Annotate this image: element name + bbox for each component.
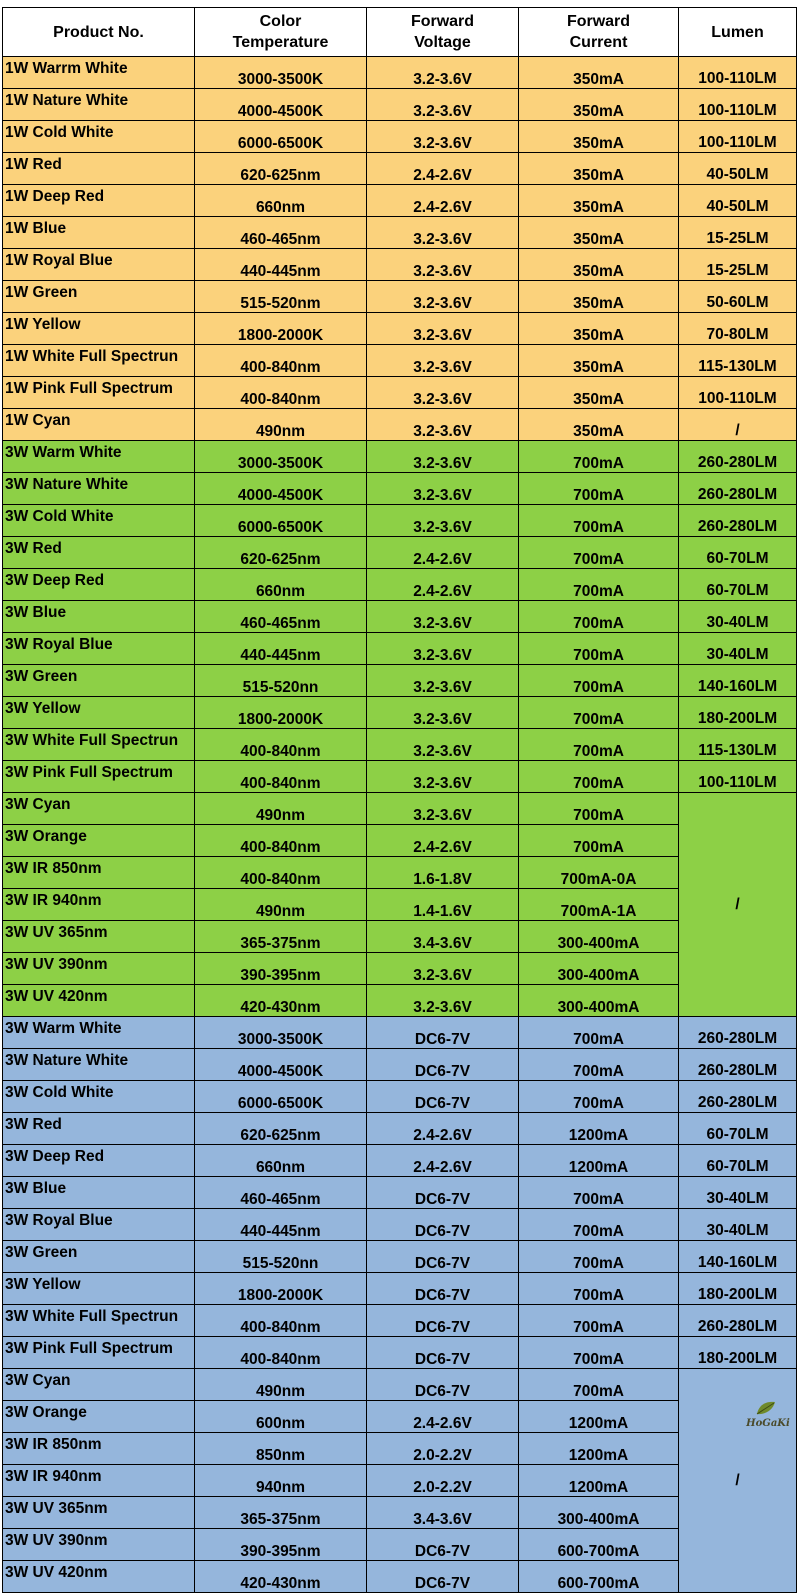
color-temperature-cell: 400-840nm bbox=[195, 761, 367, 793]
forward-voltage-cell: 2.4-2.6V bbox=[367, 1113, 519, 1145]
forward-voltage-cell: 2.4-2.6V bbox=[367, 153, 519, 185]
header-current-line1: Forward bbox=[566, 13, 631, 30]
forward-current-cell: 350mA bbox=[519, 345, 679, 377]
color-temperature-cell: 620-625nm bbox=[195, 537, 367, 569]
product-name-cell: 3W Royal Blue bbox=[3, 1209, 195, 1241]
color-temperature-cell: 620-625nm bbox=[195, 1113, 367, 1145]
forward-current-cell: 350mA bbox=[519, 89, 679, 121]
forward-voltage-cell: 2.4-2.6V bbox=[367, 1401, 519, 1433]
color-temperature-cell: 390-395nm bbox=[195, 953, 367, 985]
table-row bbox=[3, 473, 797, 505]
header-lumen bbox=[679, 8, 797, 57]
forward-voltage-cell: 2.4-2.6V bbox=[367, 825, 519, 857]
forward-voltage-cell: 2.0-2.2V bbox=[367, 1433, 519, 1465]
forward-current-cell: 700mA bbox=[519, 569, 679, 601]
header-color-temperature bbox=[195, 8, 367, 57]
lumen-merged-cell: / bbox=[679, 1369, 797, 1593]
header-voltage-line1: Forward bbox=[410, 13, 475, 30]
forward-current-cell: 1200mA bbox=[519, 1113, 679, 1145]
table-row bbox=[3, 377, 797, 409]
table-row bbox=[3, 953, 797, 985]
table-row bbox=[3, 121, 797, 153]
product-name-cell: 3W IR 940nm bbox=[3, 1465, 195, 1497]
forward-current-cell: 350mA bbox=[519, 57, 679, 89]
forward-current-cell: 1200mA bbox=[519, 1433, 679, 1465]
table-row bbox=[3, 1465, 797, 1497]
product-name-cell: 3W Red bbox=[3, 1113, 195, 1145]
forward-current-cell: 350mA bbox=[519, 281, 679, 313]
color-temperature-cell: 400-840nm bbox=[195, 1305, 367, 1337]
table-row bbox=[3, 1305, 797, 1337]
forward-current-cell: 700mA bbox=[519, 697, 679, 729]
product-name-cell: 1W Cyan bbox=[3, 409, 195, 441]
table-row bbox=[3, 793, 797, 825]
forward-current-cell: 700mA bbox=[519, 1241, 679, 1273]
lumen-cell: 180-200LM bbox=[679, 1273, 797, 1305]
color-temperature-cell: 460-465nm bbox=[195, 601, 367, 633]
forward-current-cell: 300-400mA bbox=[519, 985, 679, 1017]
header-row bbox=[3, 8, 797, 57]
color-temperature-cell: 600nm bbox=[195, 1401, 367, 1433]
color-temperature-cell: 400-840nm bbox=[195, 729, 367, 761]
forward-current-cell: 700mA bbox=[519, 505, 679, 537]
color-temperature-cell: 440-445nm bbox=[195, 249, 367, 281]
forward-current-cell: 1200mA bbox=[519, 1401, 679, 1433]
forward-current-cell: 300-400mA bbox=[519, 921, 679, 953]
header-forward-current bbox=[519, 8, 679, 57]
forward-current-cell: 700mA bbox=[519, 1177, 679, 1209]
product-name-cell: 3W Orange bbox=[3, 1401, 195, 1433]
product-name-cell: 3W Cold White bbox=[3, 1081, 195, 1113]
lumen-cell: 180-200LM bbox=[679, 1337, 797, 1369]
forward-current-cell: 600-700mA bbox=[519, 1529, 679, 1561]
forward-voltage-cell: 3.2-3.6V bbox=[367, 121, 519, 153]
forward-voltage-cell: 3.2-3.6V bbox=[367, 377, 519, 409]
product-name-cell: 1W Deep Red bbox=[3, 185, 195, 217]
table-row bbox=[3, 185, 797, 217]
color-temperature-cell: 850nm bbox=[195, 1433, 367, 1465]
table-row bbox=[3, 89, 797, 121]
product-name-cell: 3W UV 420nm bbox=[3, 1561, 195, 1593]
color-temperature-cell: 4000-4500K bbox=[195, 473, 367, 505]
forward-current-cell: 700mA bbox=[519, 537, 679, 569]
lumen-cell: 260-280LM bbox=[679, 441, 797, 473]
forward-current-cell: 350mA bbox=[519, 377, 679, 409]
color-temperature-cell: 660nm bbox=[195, 569, 367, 601]
forward-current-cell: 700mA bbox=[519, 761, 679, 793]
color-temperature-cell: 400-840nm bbox=[195, 857, 367, 889]
product-name-cell: 1W Royal Blue bbox=[3, 249, 195, 281]
product-name-cell: 3W UV 365nm bbox=[3, 1497, 195, 1529]
product-name-cell: 3W Green bbox=[3, 665, 195, 697]
lumen-merged-cell: / bbox=[679, 793, 797, 1017]
color-temperature-cell: 3000-3500K bbox=[195, 441, 367, 473]
forward-voltage-cell: DC6-7V bbox=[367, 1305, 519, 1337]
forward-voltage-cell: 1.4-1.6V bbox=[367, 889, 519, 921]
color-temperature-cell: 490nm bbox=[195, 1369, 367, 1401]
table-row bbox=[3, 633, 797, 665]
forward-current-cell: 350mA bbox=[519, 249, 679, 281]
forward-current-cell: 700mA bbox=[519, 825, 679, 857]
forward-current-cell: 700mA-0A bbox=[519, 857, 679, 889]
forward-voltage-cell: 2.4-2.6V bbox=[367, 537, 519, 569]
lumen-cell: 50-60LM bbox=[679, 281, 797, 313]
header-product-no bbox=[3, 8, 195, 57]
table-row bbox=[3, 761, 797, 793]
product-name-cell: 3W IR 850nm bbox=[3, 1433, 195, 1465]
forward-voltage-cell: 3.2-3.6V bbox=[367, 313, 519, 345]
table-row bbox=[3, 1497, 797, 1529]
header-current-line2: Current bbox=[569, 34, 628, 51]
forward-current-cell: 700mA bbox=[519, 1305, 679, 1337]
lumen-cell: 40-50LM bbox=[679, 153, 797, 185]
table-body bbox=[3, 57, 797, 1593]
forward-current-cell: 1200mA bbox=[519, 1145, 679, 1177]
forward-voltage-cell: 3.4-3.6V bbox=[367, 1497, 519, 1529]
color-temperature-cell: 3000-3500K bbox=[195, 57, 367, 89]
table-row bbox=[3, 1145, 797, 1177]
forward-current-cell: 700mA-1A bbox=[519, 889, 679, 921]
forward-voltage-cell: 3.2-3.6V bbox=[367, 441, 519, 473]
table-row bbox=[3, 505, 797, 537]
product-name-cell: 3W Cyan bbox=[3, 793, 195, 825]
lumen-cell: 260-280LM bbox=[679, 473, 797, 505]
table-row bbox=[3, 1273, 797, 1305]
table-row bbox=[3, 697, 797, 729]
forward-voltage-cell: DC6-7V bbox=[367, 1529, 519, 1561]
color-temperature-cell: 940nm bbox=[195, 1465, 367, 1497]
forward-voltage-cell: 3.2-3.6V bbox=[367, 985, 519, 1017]
lumen-cell: 115-130LM bbox=[679, 345, 797, 377]
logo-text: HoGaKi bbox=[746, 1418, 790, 1429]
lumen-cell: 15-25LM bbox=[679, 249, 797, 281]
table-row bbox=[3, 665, 797, 697]
forward-voltage-cell: 2.0-2.2V bbox=[367, 1465, 519, 1497]
forward-current-cell: 700mA bbox=[519, 1337, 679, 1369]
table-row bbox=[3, 1049, 797, 1081]
forward-current-cell: 700mA bbox=[519, 665, 679, 697]
forward-voltage-cell: 3.2-3.6V bbox=[367, 761, 519, 793]
forward-voltage-cell: 3.2-3.6V bbox=[367, 89, 519, 121]
forward-current-cell: 700mA bbox=[519, 1209, 679, 1241]
forward-current-cell: 350mA bbox=[519, 121, 679, 153]
color-temperature-cell: 515-520nm bbox=[195, 281, 367, 313]
color-temperature-cell: 6000-6500K bbox=[195, 121, 367, 153]
color-temperature-cell: 390-395nm bbox=[195, 1529, 367, 1561]
product-name-cell: 3W Blue bbox=[3, 601, 195, 633]
table-row bbox=[3, 217, 797, 249]
color-temperature-cell: 440-445nm bbox=[195, 633, 367, 665]
product-name-cell: 3W Pink Full Spectrum bbox=[3, 761, 195, 793]
color-temperature-cell: 490nm bbox=[195, 889, 367, 921]
product-name-cell: 1W Blue bbox=[3, 217, 195, 249]
product-name-cell: 3W Warm White bbox=[3, 441, 195, 473]
forward-voltage-cell: DC6-7V bbox=[367, 1369, 519, 1401]
lumen-cell: 260-280LM bbox=[679, 1305, 797, 1337]
product-name-cell: 3W Cold White bbox=[3, 505, 195, 537]
forward-voltage-cell: 3.2-3.6V bbox=[367, 217, 519, 249]
product-name-cell: 3W White Full Spectrun bbox=[3, 729, 195, 761]
lumen-cell: 260-280LM bbox=[679, 1049, 797, 1081]
table-row bbox=[3, 1529, 797, 1561]
product-name-cell: 3W Pink Full Spectrum bbox=[3, 1337, 195, 1369]
forward-voltage-cell: DC6-7V bbox=[367, 1177, 519, 1209]
forward-current-cell: 300-400mA bbox=[519, 1497, 679, 1529]
color-temperature-cell: 420-430nm bbox=[195, 1561, 367, 1593]
lumen-cell: / bbox=[679, 409, 797, 441]
forward-current-cell: 700mA bbox=[519, 729, 679, 761]
product-name-cell: 3W UV 365nm bbox=[3, 921, 195, 953]
table-row bbox=[3, 1561, 797, 1593]
product-name-cell: 1W Yellow bbox=[3, 313, 195, 345]
product-name-cell: 3W Nature White bbox=[3, 473, 195, 505]
lumen-cell: 60-70LM bbox=[679, 1113, 797, 1145]
color-temperature-cell: 6000-6500K bbox=[195, 1081, 367, 1113]
color-temperature-cell: 440-445nm bbox=[195, 1209, 367, 1241]
product-name-cell: 3W Royal Blue bbox=[3, 633, 195, 665]
forward-voltage-cell: 3.2-3.6V bbox=[367, 601, 519, 633]
forward-voltage-cell: 1.6-1.8V bbox=[367, 857, 519, 889]
table-row bbox=[3, 1369, 797, 1401]
product-name-cell: 1W White Full Spectrun bbox=[3, 345, 195, 377]
product-name-cell: 3W Orange bbox=[3, 825, 195, 857]
table-row bbox=[3, 825, 797, 857]
forward-voltage-cell: 3.2-3.6V bbox=[367, 281, 519, 313]
forward-voltage-cell: 3.2-3.6V bbox=[367, 953, 519, 985]
table-row bbox=[3, 889, 797, 921]
table-row bbox=[3, 537, 797, 569]
table-row bbox=[3, 441, 797, 473]
forward-current-cell: 600-700mA bbox=[519, 1561, 679, 1593]
forward-voltage-cell: 2.4-2.6V bbox=[367, 569, 519, 601]
product-name-cell: 1W Warrm White bbox=[3, 57, 195, 89]
forward-current-cell: 700mA bbox=[519, 633, 679, 665]
color-temperature-cell: 460-465nm bbox=[195, 217, 367, 249]
lumen-cell: 260-280LM bbox=[679, 1081, 797, 1113]
header-lumen-label: Lumen bbox=[711, 23, 764, 41]
lumen-cell: 260-280LM bbox=[679, 1017, 797, 1049]
product-name-cell: 3W Nature White bbox=[3, 1049, 195, 1081]
product-name-cell: 1W Nature White bbox=[3, 89, 195, 121]
forward-voltage-cell: 3.2-3.6V bbox=[367, 697, 519, 729]
product-name-cell: 3W UV 390nm bbox=[3, 953, 195, 985]
forward-current-cell: 350mA bbox=[519, 409, 679, 441]
header-product-label: Product No. bbox=[53, 23, 144, 41]
lumen-cell: 100-110LM bbox=[679, 377, 797, 409]
color-temperature-cell: 365-375nm bbox=[195, 1497, 367, 1529]
lumen-cell: 30-40LM bbox=[679, 1177, 797, 1209]
forward-voltage-cell: 2.4-2.6V bbox=[367, 1145, 519, 1177]
header-forward-voltage bbox=[367, 8, 519, 57]
forward-current-cell: 300-400mA bbox=[519, 953, 679, 985]
forward-voltage-cell: 3.2-3.6V bbox=[367, 729, 519, 761]
color-temperature-cell: 490nm bbox=[195, 793, 367, 825]
forward-voltage-cell: 3.2-3.6V bbox=[367, 793, 519, 825]
table-row bbox=[3, 569, 797, 601]
lumen-cell: 100-110LM bbox=[679, 89, 797, 121]
product-name-cell: 3W Yellow bbox=[3, 697, 195, 729]
lumen-cell: 30-40LM bbox=[679, 633, 797, 665]
product-name-cell: 3W IR 940nm bbox=[3, 889, 195, 921]
color-temperature-cell: 515-520nn bbox=[195, 665, 367, 697]
header-voltage-line2: Voltage bbox=[414, 34, 471, 51]
lumen-cell: 180-200LM bbox=[679, 697, 797, 729]
product-name-cell: 3W IR 850nm bbox=[3, 857, 195, 889]
brand-logo bbox=[740, 1398, 796, 1434]
table-row bbox=[3, 1241, 797, 1273]
product-name-cell: 1W Red bbox=[3, 153, 195, 185]
color-temperature-cell: 1800-2000K bbox=[195, 697, 367, 729]
table-row bbox=[3, 1337, 797, 1369]
color-temperature-cell: 660nm bbox=[195, 1145, 367, 1177]
forward-current-cell: 700mA bbox=[519, 473, 679, 505]
lumen-cell: 115-130LM bbox=[679, 729, 797, 761]
product-name-cell: 3W Warm White bbox=[3, 1017, 195, 1049]
table-row bbox=[3, 1017, 797, 1049]
forward-voltage-cell: DC6-7V bbox=[367, 1561, 519, 1593]
leaf-logo-icon bbox=[753, 1398, 783, 1418]
lumen-cell: 15-25LM bbox=[679, 217, 797, 249]
product-name-cell: 3W Blue bbox=[3, 1177, 195, 1209]
product-name-cell: 3W White Full Spectrun bbox=[3, 1305, 195, 1337]
table-row bbox=[3, 1177, 797, 1209]
table-row bbox=[3, 249, 797, 281]
table-row bbox=[3, 1209, 797, 1241]
forward-current-cell: 700mA bbox=[519, 793, 679, 825]
forward-voltage-cell: 3.2-3.6V bbox=[367, 473, 519, 505]
color-temperature-cell: 1800-2000K bbox=[195, 1273, 367, 1305]
led-spec-table bbox=[2, 7, 797, 1593]
product-name-cell: 3W Cyan bbox=[3, 1369, 195, 1401]
header-color-line2: Temperature bbox=[232, 34, 329, 51]
color-temperature-cell: 420-430nm bbox=[195, 985, 367, 1017]
forward-current-cell: 700mA bbox=[519, 1273, 679, 1305]
forward-current-cell: 1200mA bbox=[519, 1465, 679, 1497]
table-row bbox=[3, 1401, 797, 1433]
product-name-cell: 1W Cold White bbox=[3, 121, 195, 153]
color-temperature-cell: 365-375nm bbox=[195, 921, 367, 953]
color-temperature-cell: 1800-2000K bbox=[195, 313, 367, 345]
product-name-cell: 1W Pink Full Spectrum bbox=[3, 377, 195, 409]
forward-voltage-cell: 3.4-3.6V bbox=[367, 921, 519, 953]
color-temperature-cell: 3000-3500K bbox=[195, 1017, 367, 1049]
color-temperature-cell: 460-465nm bbox=[195, 1177, 367, 1209]
product-name-cell: 3W Red bbox=[3, 537, 195, 569]
table-row bbox=[3, 729, 797, 761]
table-row bbox=[3, 409, 797, 441]
product-name-cell: 3W UV 390nm bbox=[3, 1529, 195, 1561]
product-name-cell: 3W UV 420nm bbox=[3, 985, 195, 1017]
forward-voltage-cell: DC6-7V bbox=[367, 1049, 519, 1081]
forward-voltage-cell: 2.4-2.6V bbox=[367, 185, 519, 217]
lumen-cell: 30-40LM bbox=[679, 1209, 797, 1241]
table-row bbox=[3, 153, 797, 185]
color-temperature-cell: 400-840nm bbox=[195, 345, 367, 377]
table-row bbox=[3, 857, 797, 889]
forward-voltage-cell: DC6-7V bbox=[367, 1209, 519, 1241]
table-row bbox=[3, 1113, 797, 1145]
color-temperature-cell: 6000-6500K bbox=[195, 505, 367, 537]
forward-current-cell: 700mA bbox=[519, 1017, 679, 1049]
product-name-cell: 3W Green bbox=[3, 1241, 195, 1273]
lumen-cell: 30-40LM bbox=[679, 601, 797, 633]
forward-voltage-cell: 3.2-3.6V bbox=[367, 409, 519, 441]
color-temperature-cell: 400-840nm bbox=[195, 1337, 367, 1369]
lumen-cell: 60-70LM bbox=[679, 537, 797, 569]
table-row bbox=[3, 281, 797, 313]
lumen-cell: 100-110LM bbox=[679, 57, 797, 89]
product-name-cell: 3W Yellow bbox=[3, 1273, 195, 1305]
forward-voltage-cell: DC6-7V bbox=[367, 1337, 519, 1369]
lumen-cell: 40-50LM bbox=[679, 185, 797, 217]
forward-voltage-cell: DC6-7V bbox=[367, 1241, 519, 1273]
forward-voltage-cell: 3.2-3.6V bbox=[367, 633, 519, 665]
lumen-cell: 100-110LM bbox=[679, 121, 797, 153]
forward-voltage-cell: 3.2-3.6V bbox=[367, 249, 519, 281]
forward-current-cell: 350mA bbox=[519, 153, 679, 185]
lumen-cell: 100-110LM bbox=[679, 761, 797, 793]
header-color-line1: Color bbox=[259, 13, 302, 30]
forward-voltage-cell: 3.2-3.6V bbox=[367, 57, 519, 89]
table-row bbox=[3, 345, 797, 377]
forward-current-cell: 700mA bbox=[519, 601, 679, 633]
forward-voltage-cell: 3.2-3.6V bbox=[367, 665, 519, 697]
color-temperature-cell: 620-625nm bbox=[195, 153, 367, 185]
product-name-cell: 1W Green bbox=[3, 281, 195, 313]
lumen-cell: 60-70LM bbox=[679, 1145, 797, 1177]
lumen-cell: 140-160LM bbox=[679, 1241, 797, 1273]
color-temperature-cell: 400-840nm bbox=[195, 825, 367, 857]
table-row bbox=[3, 985, 797, 1017]
forward-current-cell: 700mA bbox=[519, 1369, 679, 1401]
table-row bbox=[3, 921, 797, 953]
forward-current-cell: 700mA bbox=[519, 441, 679, 473]
color-temperature-cell: 660nm bbox=[195, 185, 367, 217]
product-name-cell: 3W Deep Red bbox=[3, 1145, 195, 1177]
forward-voltage-cell: DC6-7V bbox=[367, 1081, 519, 1113]
color-temperature-cell: 515-520nn bbox=[195, 1241, 367, 1273]
lumen-cell: 60-70LM bbox=[679, 569, 797, 601]
forward-voltage-cell: DC6-7V bbox=[367, 1017, 519, 1049]
forward-voltage-cell: 3.2-3.6V bbox=[367, 505, 519, 537]
color-temperature-cell: 4000-4500K bbox=[195, 1049, 367, 1081]
table-row bbox=[3, 313, 797, 345]
table-row bbox=[3, 1081, 797, 1113]
table-row bbox=[3, 57, 797, 89]
forward-current-cell: 350mA bbox=[519, 313, 679, 345]
forward-current-cell: 350mA bbox=[519, 185, 679, 217]
forward-current-cell: 700mA bbox=[519, 1081, 679, 1113]
product-name-cell: 3W Deep Red bbox=[3, 569, 195, 601]
lumen-cell: 140-160LM bbox=[679, 665, 797, 697]
color-temperature-cell: 490nm bbox=[195, 409, 367, 441]
forward-voltage-cell: 3.2-3.6V bbox=[367, 345, 519, 377]
forward-voltage-cell: DC6-7V bbox=[367, 1273, 519, 1305]
table-row bbox=[3, 1433, 797, 1465]
table-row bbox=[3, 601, 797, 633]
forward-current-cell: 700mA bbox=[519, 1049, 679, 1081]
color-temperature-cell: 400-840nm bbox=[195, 377, 367, 409]
lumen-cell: 260-280LM bbox=[679, 505, 797, 537]
forward-current-cell: 350mA bbox=[519, 217, 679, 249]
color-temperature-cell: 4000-4500K bbox=[195, 89, 367, 121]
lumen-cell: 70-80LM bbox=[679, 313, 797, 345]
